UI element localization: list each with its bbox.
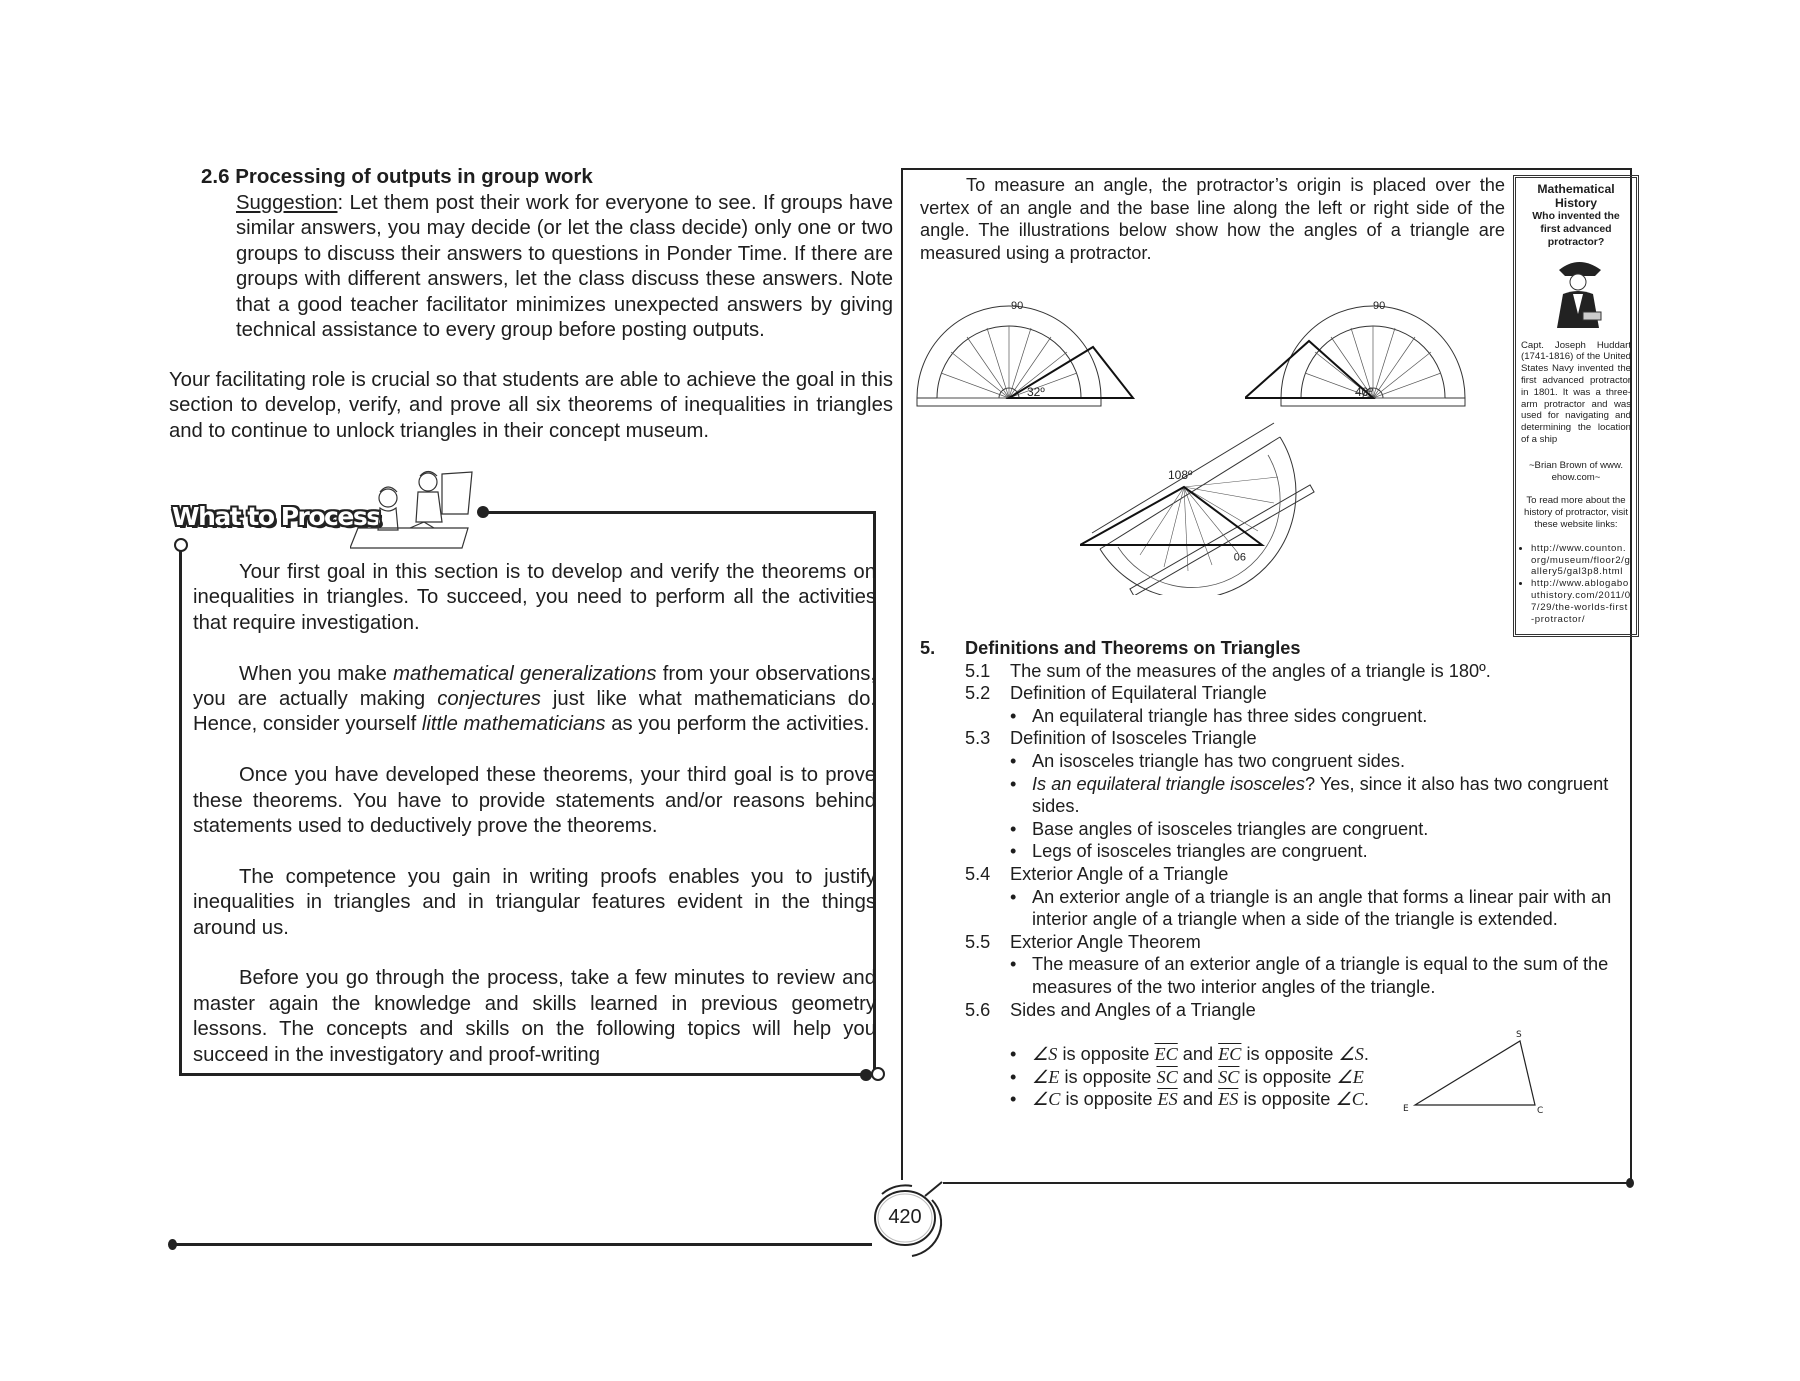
protractor-32-illustration (915, 285, 1175, 410)
frame-left-line (179, 548, 182, 1076)
bullet-text (1032, 773, 1620, 818)
bullet-item: • An equilateral triangle has three sides congruent. (1010, 705, 1428, 726)
svg-text:40º: 40º (1355, 385, 1373, 399)
section-title: Definitions and Theorems on Triangles (965, 638, 1301, 658)
text: is opposite (1239, 1066, 1337, 1087)
def-item (920, 660, 1620, 683)
item-number: 5.6 (965, 999, 991, 1020)
item-number: 5.5 (965, 931, 991, 952)
item-number: 5.3 (965, 728, 991, 749)
text: as you perform the activities. (605, 713, 870, 736)
angle: ∠S (1338, 1044, 1364, 1065)
italic-term: mathematical generalizations (393, 662, 657, 685)
facilitating-paragraph: Your facilitating role is crucial so that students are able to achieve the goal in this section to develop, verify, and prove all six theorems of inequalities in triangles and to continue to unlock triangles in their concept museum. (169, 369, 893, 442)
what-to-process-title: What to Process (172, 502, 380, 531)
segment: $\overline{SC}$ (1218, 1066, 1240, 1087)
bullet-item: • An isosceles triangle has two congruent sides. (1010, 750, 1406, 771)
text: is opposite (1057, 1044, 1155, 1065)
text: just like what mathematicians do. Hence, consider yourself (193, 688, 876, 736)
footer-start-dot-icon (168, 1239, 177, 1250)
definitions-heading (920, 637, 1620, 660)
history-links (1521, 543, 1631, 626)
triangle-sec-diagram (1395, 1025, 1555, 1115)
def-item (920, 682, 1620, 705)
history-body: Capt. Joseph Huddart (1741-1816) of the United States Navy invented the first advanced protractor in 1801. It was a three-arm protractor and was used for navigating and determining the location of a ship (1521, 339, 1631, 445)
segment: $\overline{ES}$ (1157, 1089, 1178, 1110)
history-read-more: To read more about the history of protractor, visit these website links: (1524, 495, 1628, 530)
text: and (1177, 1044, 1219, 1065)
history-question: Who invented the first advanced protractor? (1532, 210, 1620, 249)
protractor-108-illustration (1080, 415, 1320, 595)
wtp-paragraph-5: Before you go through the process, take a few minutes to review and master again the knowledge and skills learned in previous geometry lessons. The concepts and skills on the following topics will help you succeed in the investigatory and proof-writing (193, 967, 876, 1066)
def-item (920, 999, 1620, 1022)
text: and (1177, 1089, 1219, 1110)
svg-text:S: S (1516, 1030, 1522, 1040)
right-frame-top-line (901, 168, 1632, 170)
item-label: Sides and Angles of a Triangle (1010, 999, 1256, 1020)
svg-text:90: 90 (1011, 300, 1024, 312)
math-history-box (1513, 175, 1639, 637)
angle: ∠C (1335, 1089, 1364, 1110)
italic-term: conjectures (437, 688, 541, 711)
item-label: The sum of the measures of the angles of a triangle is 180º. (1010, 660, 1491, 681)
segment: $\overline{SC}$ (1156, 1066, 1178, 1087)
text: is opposite (1060, 1089, 1158, 1110)
opposite-item: • ∠S is opposite $\overline{EC}$ and $\overline{EC}$ is opposite ∠S. (1010, 1044, 1369, 1065)
angle: ∠E (1032, 1066, 1060, 1087)
angle: ∠C (1032, 1089, 1061, 1110)
item-number: 5.1 (965, 660, 991, 681)
def-item (920, 863, 1620, 886)
text: from your observations, you are actually making (193, 662, 876, 711)
history-link[interactable]: • http://www.counton.org/museum/floor2/gallery5/gal3p8.html (1531, 543, 1631, 578)
item-label: Definition of Equilateral Triangle (1010, 683, 1267, 704)
right-frame-left-line (901, 168, 903, 1180)
svg-text:C: C (1537, 1106, 1544, 1115)
frame-top-line (483, 511, 876, 514)
italic-question: Is an equilateral triangle isosceles (1032, 773, 1305, 794)
huddart-portrait-icon (1521, 254, 1635, 334)
angle: ∠S (1032, 1044, 1058, 1065)
right-frame-bottom-line (943, 1182, 1632, 1184)
angle: ∠E (1336, 1066, 1364, 1087)
measure-paragraph: To measure an angle, the protractor’s origin is placed over the vertex of an angle and the base line along the left or right side of the angle. The illustrations below show how the angles of a triangle are measured using a protractor. (920, 175, 1505, 263)
svg-text:90: 90 (1373, 300, 1386, 312)
segment: $\overline{EC}$ (1218, 1044, 1242, 1065)
text: is opposite (1238, 1089, 1336, 1110)
text: and (1177, 1066, 1219, 1087)
bullet-text: Legs of isosceles triangles are congruent. (1032, 841, 1368, 862)
bullet-item: • Base angles of isosceles triangles are congruent. (1010, 818, 1429, 839)
wtp-paragraph-2 (193, 662, 876, 738)
bullet-text: Base angles of isosceles triangles are congruent. (1032, 818, 1429, 839)
opposite-item: • ∠C is opposite $\overline{ES}$ and $\overline{ES}$ is opposite ∠C. (1010, 1089, 1369, 1110)
bullet-item: • The measure of an exterior angle of a triangle is equal to the sum of the measures of the two interior angles of the triangle. (1010, 953, 1620, 998)
what-to-process-content (193, 560, 876, 1093)
text: is opposite (1059, 1066, 1157, 1087)
wtp-paragraph-4: The competence you gain in writing proofs enables you to justify inequalities in triangles and in triangular features evident in the things around us. (193, 865, 876, 939)
history-link[interactable]: • http://www.ablogabouthistory.com/2011/07/29/the-worlds-first-protractor/ (1531, 578, 1631, 625)
text: is opposite (1241, 1044, 1339, 1065)
bullet-item: • An exterior angle of a triangle is an angle that forms a linear pair with an interior angle of a triangle when a side of the triangle is extended. (1010, 886, 1620, 931)
item-number: 5.2 (965, 683, 991, 704)
answer-text: ? Yes, since it also has two congruent sides. (1032, 773, 1609, 817)
svg-text:108º: 108º (1168, 468, 1193, 482)
italic-term: little mathematicians (421, 713, 606, 736)
bullet-item: • Legs of isosceles triangles are congruent. (1010, 841, 1368, 862)
item-label: Exterior Angle Theorem (1010, 931, 1201, 952)
def-item (920, 727, 1620, 750)
svg-text:90: 90 (1233, 550, 1246, 562)
item-number: 5.4 (965, 863, 991, 884)
wtp-paragraph-3: Once you have developed these theorems, your third goal is to prove these theorems. You have to provide statements and/or reasons behind statements used to deductively prove the theorems. (193, 764, 876, 838)
wtp-paragraph-1: Your first goal in this section is to develop and verify the theorems on inequalities in triangles. To succeed, you need to perform all the activities that require investigation. (193, 561, 876, 634)
opposite-item: • ∠E is opposite $\overline{SC}$ and $\overline{SC}$ is opposite ∠E (1010, 1066, 1364, 1087)
section-heading: 2.6 Processing of outputs in group work (201, 165, 593, 188)
page-number: 420 (888, 1206, 922, 1228)
segment: $\overline{EC}$ (1154, 1044, 1178, 1065)
footer-left-line (172, 1243, 872, 1246)
bullet-text: An equilateral triangle has three sides congruent. (1032, 705, 1428, 726)
suggestion-paragraph (236, 191, 893, 343)
svg-text:32º: 32º (1027, 385, 1045, 399)
bullet-text: The measure of an exterior angle of a triangle is equal to the sum of the measures of the two interior angles of the triangle. (1032, 954, 1609, 997)
section-number: 5. (920, 638, 936, 658)
bullet-text: An isosceles triangle has two congruent sides. (1032, 750, 1406, 771)
bullet-text: An exterior angle of a triangle is an angle that forms a linear pair with an interior angle of a triangle when a side of the triangle is extended. (1032, 886, 1612, 930)
history-title: Mathematical History (1537, 182, 1615, 210)
bullet-item: • Is an equilateral triangle isosceles? Yes, since it also has two congruent sides. (1010, 773, 1620, 818)
right-frame-end-dot-icon (1626, 1178, 1634, 1188)
suggestion-label: Suggestion (236, 192, 338, 214)
svg-text:E: E (1403, 1104, 1409, 1114)
protractor-40-illustration (1245, 285, 1505, 410)
item-label: Definition of Isosceles Triangle (1010, 728, 1257, 749)
history-credit: ~Brian Brown of www. ehow.com~ (1528, 459, 1624, 483)
def-item (920, 931, 1620, 954)
suggestion-text: : Let them post their work for everyone to see. If groups have similar answers, you may decide (or let the class decide) only one or two groups to discuss their answers to questions in Ponder Time. If there are groups with different answers, let the class discuss these answers. Note that a good teacher facilitator minimizes unexpected answers by giving technical assistance to every group before posting outputs. (236, 192, 893, 342)
item-label: Exterior Angle of a Triangle (1010, 863, 1229, 884)
students-illustration-icon (350, 470, 480, 550)
text: When you make (239, 662, 394, 685)
frame-start-ring-icon (174, 538, 188, 552)
segment: $\overline{ES}$ (1218, 1089, 1239, 1110)
